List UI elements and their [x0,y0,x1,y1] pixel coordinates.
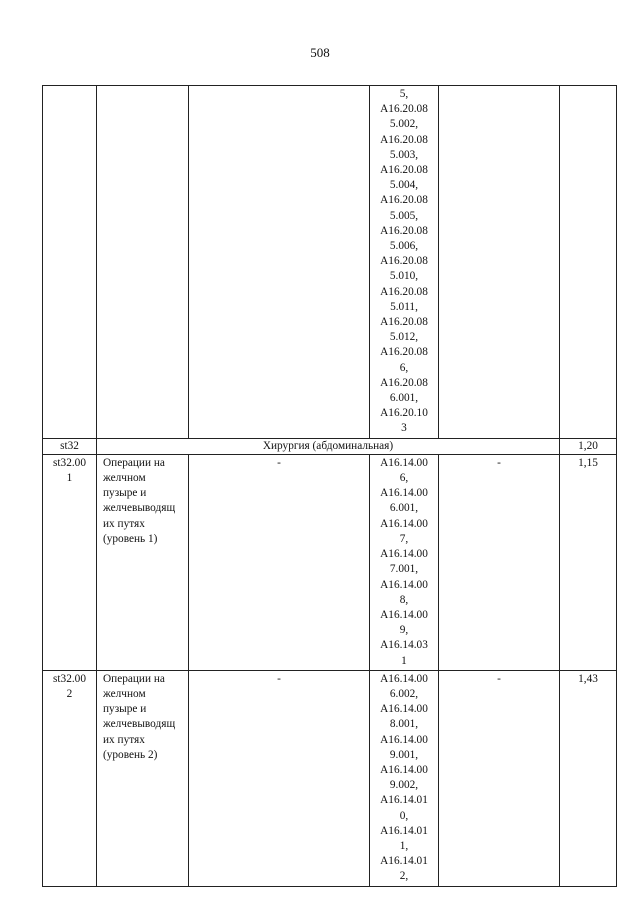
row-other-criteria: - [439,670,560,886]
cell-line: 6, [399,361,409,374]
cell-line: 5.006, [389,240,419,253]
cell-line: 9.001, [389,748,419,761]
continuation-row [43,86,617,439]
cell-line: A16.20.08 [380,164,428,177]
cell-line: A16.20.08 [380,285,428,298]
row-code [43,454,97,670]
cell-line: 1 [66,472,73,485]
continuation-codes-cell [370,86,439,439]
cell-line: A16.14.00 [380,608,428,621]
cell-line: A16.14.03 [380,639,428,652]
cell-line: 1, [399,839,409,852]
cell-line: A16.14.00 [380,578,428,591]
cell-line: 5.012, [389,331,419,344]
cell-line: A16.20.10 [380,407,428,420]
cell-line: A16.20.08 [380,316,428,329]
cell-line: A16.14.01 [380,794,428,807]
cell-line: A16.14.00 [380,487,428,500]
cell-line: 8.001, [389,718,419,731]
cell-line: 5.003, [389,148,419,161]
cell-line: 6, [399,472,409,485]
row-service-codes [370,454,439,670]
cell-line: 5.002, [389,118,419,131]
cell-line: 3 [401,422,407,435]
cell-line: 9.002, [389,779,419,792]
row-coefficient: 1,43 [560,670,617,886]
cell-line: их путях [103,733,145,746]
cell-line: 6.002, [389,687,419,700]
continuation-name-cell [97,86,189,439]
page-number: 508 [310,45,330,60]
row-service-codes [370,670,439,886]
cell-line: A16.14.00 [380,548,428,561]
cell-line: Операции на [103,672,165,685]
section-coef: 1,20 [560,438,617,454]
cell-line: их путях [103,517,145,530]
cell-line: 1 [401,654,407,667]
row-name [97,670,189,886]
cell-line: A16.14.00 [380,763,428,776]
cell-line: st32.00 [53,672,86,685]
cell-line: A16.14.00 [380,733,428,746]
cell-line: 2 [66,687,73,700]
cell-line: A16.20.08 [380,103,428,116]
row-diagnosis: - [189,454,370,670]
cell-line: A16.14.00 [380,517,428,530]
cell-line: 5.010, [389,270,419,283]
cell-line: 6.001, [389,502,419,515]
row-coefficient: 1,15 [560,454,617,670]
row-diagnosis: - [189,670,370,886]
cell-line: (уровень 1) [103,532,158,545]
row-other-criteria: - [439,454,560,670]
cell-line: A16.20.08 [380,133,428,146]
section-code: st32 [43,438,97,454]
cell-line: A16.20.08 [380,255,428,268]
continuation-coef-cell [560,86,617,439]
cell-line: A16.14.01 [380,855,428,868]
cell-line: st32.00 [53,456,86,469]
cell-line: 9, [399,624,409,637]
section-row [43,438,617,454]
cell-line: желчном [103,472,146,485]
cell-line: 2, [399,870,409,883]
continuation-other-cell [439,86,560,439]
cell-line: Операции на [103,456,165,469]
cell-line: (уровень 2) [103,748,158,761]
continuation-code-cell [43,86,97,439]
row-code [43,670,97,886]
cell-line: пузыре и [103,703,147,716]
cell-line: A16.14.00 [380,456,428,469]
cell-line: 5.011, [390,300,418,313]
cell-line: 6.001, [389,392,419,405]
cell-line: A16.20.08 [380,194,428,207]
cell-line: пузыре и [103,487,147,500]
table-row [43,670,617,886]
cell-line: A16.20.08 [380,224,428,237]
cell-line: A16.14.00 [380,672,428,685]
cell-line: A16.14.00 [380,703,428,716]
cell-line: желчном [103,687,146,700]
tariff-table [42,85,617,887]
cell-line: 5, [399,88,409,100]
cell-line: 7, [399,532,409,545]
cell-line: желчевыводящ [103,718,176,731]
table-row [43,454,617,670]
cell-line: 7.001, [389,563,419,576]
cell-line: 5.005, [389,209,419,222]
cell-line: A16.14.01 [380,824,428,837]
cell-line: 8, [399,593,409,606]
cell-line: A16.20.08 [380,346,428,359]
cell-line: A16.20.08 [380,376,428,389]
cell-line: 5.004, [389,179,419,192]
cell-line: желчевыводящ [103,502,176,515]
row-name [97,454,189,670]
cell-line: 0, [399,809,409,822]
continuation-diagnosis-cell [189,86,370,439]
section-title: Хирургия (абдоминальная) [97,438,560,454]
